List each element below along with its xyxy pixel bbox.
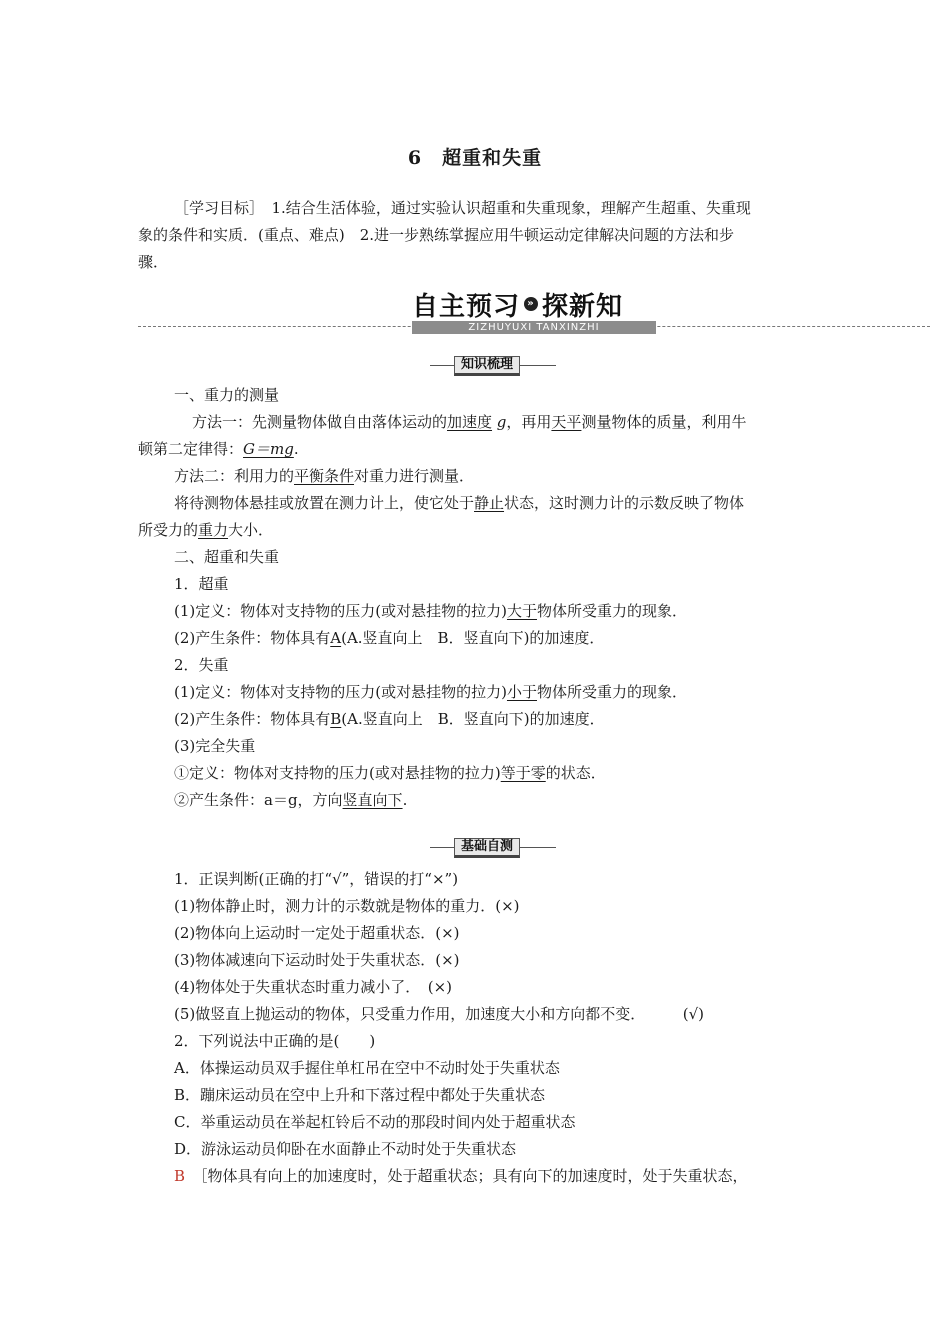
heading: 二、超重和失重 [174,548,280,566]
blank-answer: 静止 [474,494,505,512]
method-two [138,463,818,490]
method-one-cont [138,436,818,463]
text: (A.竖直向上 B．竖直向下)的加速度． [341,629,605,647]
text: 状态，这时测力计的示数反映了物体 [504,494,745,512]
text: (2)产生条件：物体具有 [174,710,331,728]
blank-answer: 竖直向下 [342,791,403,809]
text: 对重力进行测量． [354,467,475,485]
subheading: 2．失重 [174,656,229,674]
learning-objectives [138,195,818,276]
text: 大小． [228,521,274,539]
objectives-line: 骤． [138,253,169,271]
text: 将待测物体悬挂或放置在测力计上，使它处于 [174,494,475,512]
text: 方法二：利用力的 [174,467,295,485]
blank-answer: 大于 [506,602,537,620]
judgment-item: (1)物体静止时，测力计的示数就是物体的重力．(×) [174,897,520,915]
banner-left-text: 自主预习 [412,291,521,322]
judgment-item: (3)物体减速向下运动时处于失重状态．(×) [174,951,460,969]
banner-pinyin: ZIZHUYUXI TANXINZHI [412,321,656,334]
text: ①定义：物体对支持物的压力(或对悬挂物的拉力) [174,764,501,782]
paragraph [138,490,818,517]
option-a: A．体操运动员双手握住单杠吊在空中不动时处于失重状态 [174,1059,560,1077]
text: 顿第二定律得： [138,440,244,458]
definition [138,679,818,706]
blank-answer: G＝mg [243,440,294,458]
blank-answer: 重力 [198,521,229,539]
text: 方法一：先测量物体做自由落体运动的 [192,413,448,431]
question: 1．正误判断(正确的打“√”，错误的打“×”) [174,870,459,888]
page-title: 6 超重和失重 [407,147,543,169]
text: . [293,440,299,458]
text: 所受力的 [138,521,199,539]
paragraph [138,517,818,544]
option-b: B．蹦床运动员在空中上升和下落过程中都处于失重状态 [174,1086,546,1104]
blank-answer: 等于零 [500,764,546,782]
option-c: C．举重运动员在举起杠铃后不动的那段时间内处于超重状态 [174,1113,576,1131]
text: g [492,413,507,431]
heading: 一、重力的测量 [174,386,280,404]
condition [138,625,818,652]
self-test-section [138,866,818,1190]
definition [138,760,818,787]
question: 2．下列说法中正确的是( ) [174,1032,376,1050]
text: 的状态． [545,764,606,782]
text: (1)定义：物体对支持物的压力(或对悬挂物的拉力) [174,683,507,701]
blank-answer: B [330,710,342,728]
text: 物体所受重力的现象． [536,602,687,620]
blank-answer: A [330,629,342,647]
knowledge-tag [430,356,556,376]
method-one [138,409,818,436]
blank-answer: 天平 [551,413,582,431]
tag-label: 基础自测 [454,838,520,858]
blank-answer: 加速度 [447,413,493,431]
text: 物体所受重力的现象． [536,683,687,701]
knowledge-section [138,382,818,814]
subheading: (3)完全失重 [174,737,256,755]
tag-label: 知识梳理 [454,356,520,376]
subheading: 1．超重 [174,575,229,593]
option-d: D．游泳运动员仰卧在水面静止不动时处于失重状态 [174,1140,517,1158]
banner-arrow-icon: » [524,297,538,311]
judgment-item: (5)做竖直上抛运动的物体，只受重力作用，加速度大小和方向都不变． (√) [174,1005,705,1023]
answer-explanation [138,1163,818,1190]
self-test-tag [430,838,556,858]
condition [138,706,818,733]
answer-letter: B [174,1167,186,1185]
text: ②产生条件：a＝g，方向 [174,791,343,809]
text: (2)产生条件：物体具有 [174,629,331,647]
blank-answer: 小于 [506,683,537,701]
objectives-line: ［学习目标］ 1.结合生活体验，通过实验认识超重和失重现象，理解产生超重、失重现 [174,199,751,217]
text: (1)定义：物体对支持物的压力(或对悬挂物的拉力) [174,602,507,620]
definition [138,598,818,625]
text: (A.竖直向上 B．竖直向下)的加速度． [341,710,605,728]
judgment-item: (4)物体处于失重状态时重力减小了． (×) [174,978,453,996]
text: . [402,791,408,809]
condition [138,787,818,814]
blank-answer: 平衡条件 [294,467,355,485]
section-banner [412,288,658,336]
judgment-item: (2)物体向上运动时一定处于超重状态．(×) [174,924,460,942]
text: ，再用 [506,413,552,431]
explanation-text: ［物体具有向上的加速度时，处于超重状态；具有向下的加速度时，处于失重状态， [200,1167,748,1185]
text: 测量物体的质量，利用牛 [581,413,747,431]
banner-right-text: 探新知 [542,291,624,322]
objectives-line: 象的条件和实质．(重点、难点) 2.进一步熟练掌握应用牛顿运动定律解决问题的方法和步 [138,226,735,244]
